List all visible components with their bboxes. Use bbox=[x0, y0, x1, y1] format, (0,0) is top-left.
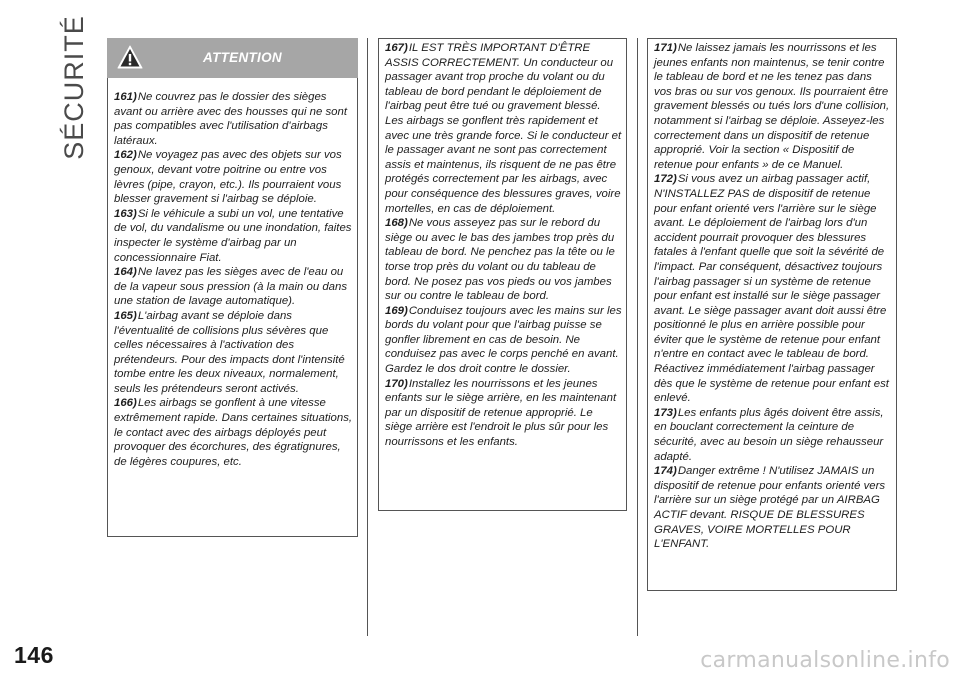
item-text: Les enfants plus âgés doivent être assis, en bouclant correctement la ceinture de sécurité, avec au besoin un siège rehausseur adapté. bbox=[654, 406, 884, 463]
warning-item bbox=[114, 207, 353, 265]
item-text: Les airbags se gonflent à une vitesse extrêmement rapide. Dans certaines situations, le contact avec des airbags déployés peut provoquer des écorchures, des égratignures, de légères coupures, etc. bbox=[114, 397, 353, 468]
warning-item bbox=[385, 377, 622, 450]
item-text: IL EST TRÈS IMPORTANT D'ÊTRE ASSIS CORRECTEMENT. Un conducteur ou passager avant trop proche du volant ou du tableau de bord pendant le déploiement de l'airbag peut être tué ou gravement blessé. Les airbags se gonflent très rapidement et avec une très grande force. Si le conducteur et le passager avant ne sont pas correctement assis et maintenus, ils risquent de ne pas être protégés correctement par les airbags, avec pour conséquence des blessures graves, voire mortelles, en cas de déploiement. bbox=[385, 42, 622, 215]
column-divider bbox=[637, 38, 638, 636]
item-text: Ne laissez jamais les nourrissons et les jeunes enfants non maintenus, se tenir contre le tableau de bord et ne les tenez pas dans vos bras ou sur vos genoux. Ils pourraient être gravement blessés ou tués lors d'une collision, notamment si l'airbag se déploie. Asseyez-les correctement dans un dispositif de retenue approprié. Voir la section « Dispositif de retenue pour enfants » de ce Manuel. bbox=[654, 42, 890, 171]
warning-item bbox=[385, 216, 622, 304]
warning-item bbox=[654, 172, 892, 406]
item-number: 161) bbox=[114, 91, 137, 103]
warning-item bbox=[654, 406, 892, 464]
item-number: 171) bbox=[654, 42, 677, 54]
column-divider bbox=[367, 38, 368, 636]
warning-item bbox=[114, 265, 353, 309]
item-number: 170) bbox=[385, 377, 408, 390]
item-number: 168) bbox=[385, 217, 408, 230]
item-text: Ne voyagez pas avec des objets sur vos genoux, devant votre poitrine ou entre vos lèvres (pipe, crayon, etc.). Ils pourraient vous blesser gravement si l'airbag se déploie. bbox=[114, 149, 342, 206]
item-number: 173) bbox=[654, 406, 677, 419]
warning-item bbox=[114, 309, 353, 397]
warning-item bbox=[114, 396, 353, 469]
item-text: Danger extrême ! N'utilisez JAMAIS un dispositif de retenue pour enfants orienté vers l'arrière sur un siège protégé par un AIRBAG ACTIF devant. RISQUE DE BLESSURES GRAVES, VOIRE MORTELLES POUR L'ENFANT. bbox=[654, 465, 886, 551]
item-text: Ne couvrez pas le dossier des sièges avant ou arrière avec des housses qui ne sont pas compatibles avec l'utilisation d'airbags latéraux. bbox=[114, 91, 348, 147]
item-text: Ne vous asseyez pas sur le rebord du siège ou avec le bas des jambes trop près du tableau de bord. Ne penchez pas la tête ou le torse trop près du volant ou du tableau de bord. Ne posez pas vos pieds ou vos jambes sur ou contre le tableau de bord. bbox=[385, 217, 615, 303]
item-text: Si vous avez un airbag passager actif, N'INSTALLEZ PAS de dispositif de retenue pour enfant orienté vers l'arrière sur le siège avant. Le déploiement de l'airbag lors d'un accident pourrait provoquer des blessures fatales à l'enfant quelle que soit la sévérité de l'impact. Par conséquent, désactivez toujours l'airbag passager si un système de retenue pour enfant est installé sur le siège passager avant. Le siège passager avant doit aussi être positionné le plus en arrière possible pour éviter que le système de retenue pour enfant n'entre en contact avec le tableau de bord. Réactivez immédiatement l'airbag passager dès que le système de retenue pour enfant est enlevé. bbox=[654, 173, 889, 405]
warning-title: ATTENTION bbox=[203, 49, 282, 65]
section-tab-label: SÉCURITÉ bbox=[58, 14, 89, 160]
item-text: Installez les nourrissons et les jeunes enfants sur le siège arrière, en les maintenant par un dispositif de retenue approprié. Le siège arrière est l'endroit le plus sûr pour les nourrissons et les enfants. bbox=[385, 377, 617, 449]
section-tab bbox=[52, 12, 96, 162]
page-number: 146 bbox=[14, 642, 54, 668]
warning-item bbox=[385, 304, 622, 377]
warning-triangle-icon bbox=[117, 45, 143, 69]
item-text: Si le véhicule a subi un vol, une tentative de vol, du vandalisme ou une inondation, faites inspecter le système d'airbag par un concessionnaire Fiat. bbox=[114, 207, 352, 264]
item-number: 162) bbox=[114, 149, 137, 162]
item-number: 166) bbox=[114, 397, 137, 410]
warning-box-column-1 bbox=[107, 38, 358, 537]
item-text: L'airbag avant se déploie dans l'éventualité de collisions plus sévères que celles nécessaires à l'activation des prétendeurs. Pour des impacts dont l'intensité tombe entre les deux niveaux, normalement, seuls les prétendeurs seront activés. bbox=[114, 309, 345, 395]
item-number: 164) bbox=[114, 266, 137, 279]
watermark: carmanualsonline.info bbox=[700, 648, 950, 673]
warning-item bbox=[385, 41, 622, 216]
item-number: 169) bbox=[385, 304, 408, 317]
item-number: 172) bbox=[654, 173, 677, 186]
warning-item bbox=[114, 90, 353, 148]
item-number: 167) bbox=[385, 42, 408, 54]
warning-box-column-3 bbox=[647, 38, 897, 591]
warning-item bbox=[654, 41, 892, 172]
item-text: Conduisez toujours avec les mains sur les bords du volant pour que l'airbag puisse se gonfler librement en cas de besoin. Ne conduisez pas avec le corps penché en avant. Gardez le dos droit contre le dossier. bbox=[385, 304, 622, 376]
item-text: Ne lavez pas les sièges avec de l'eau ou de la vapeur sous pression (à la main ou dans une station de lavage automatique). bbox=[114, 266, 348, 308]
warning-box-column-2 bbox=[378, 38, 627, 511]
item-number: 163) bbox=[114, 207, 137, 220]
item-number: 174) bbox=[654, 465, 677, 478]
warning-header bbox=[107, 38, 358, 78]
item-number: 165) bbox=[114, 309, 137, 322]
warning-item bbox=[114, 148, 353, 206]
warning-item bbox=[654, 464, 892, 552]
